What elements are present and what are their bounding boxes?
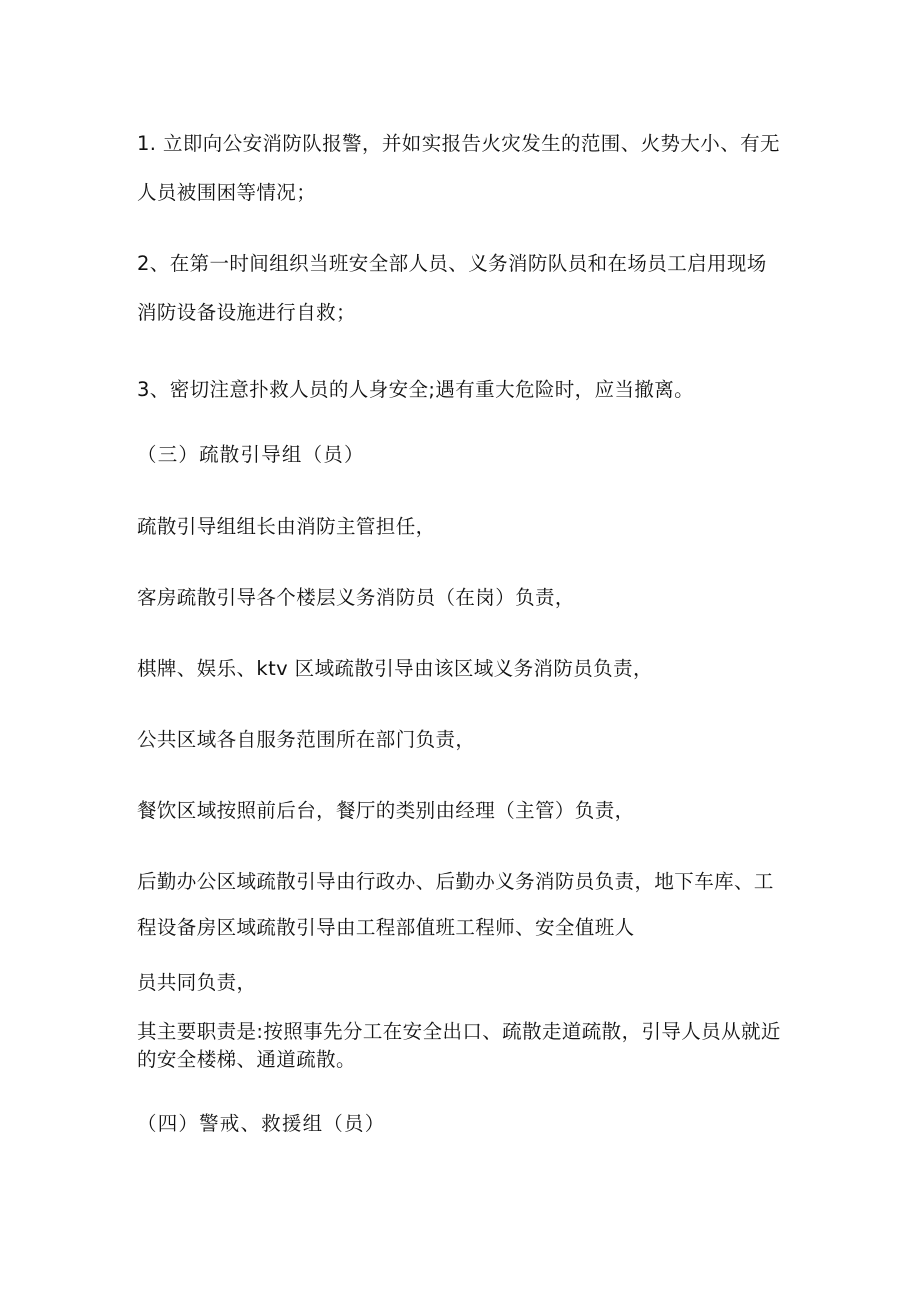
text-line-1: 1. 立即向公安消防队报警，并如实报告火灾发生的范围、火势大小、有无 [137, 132, 780, 155]
text-line-13: 程设备房区域疏散引导由工程部值班工程师、安全值班人 [137, 916, 635, 939]
section-heading-guard-rescue: （四）警戒、救援组（员） [137, 1112, 386, 1135]
text-line-5: 3、密切注意扑救人员的人身安全;遇有重大危险时，应当撤离。 [137, 378, 695, 401]
text-line-16: 的安全楼梯、通道疏散。 [137, 1048, 356, 1071]
text-line-7: 疏散引导组组长由消防主管担任， [137, 515, 436, 538]
text-line-8: 客房疏散引导各个楼层义务消防员（在岗）负责， [137, 586, 575, 609]
text-line-4: 消防设备设施进行自救； [137, 301, 356, 324]
text-line-12: 后勤办公区域疏散引导由行政办、后勤办义务消防员负责，地下车库、工 [137, 870, 774, 893]
text-line-9: 棋牌、娱乐、ktv 区域疏散引导由该区域义务消防员负责， [137, 657, 653, 680]
text-line-11: 餐饮区域按照前后台，餐厅的类别由经理（主管）负责， [137, 799, 635, 822]
text-line-2: 人员被围困等情况； [137, 181, 317, 204]
section-heading-evacuation: （三）疏散引导组（员） [137, 443, 365, 466]
text-line-14: 员共同负责， [137, 971, 257, 994]
text-line-15: 其主要职责是:按照事先分工在安全出口、疏散走道疏散，引导人员从就近 [137, 1020, 781, 1043]
text-line-3: 2、在第一时间组织当班安全部人员、义务消防队员和在场员工启用现场 [137, 252, 767, 275]
text-line-10: 公共区域各自服务范围所在部门负责， [137, 728, 476, 751]
